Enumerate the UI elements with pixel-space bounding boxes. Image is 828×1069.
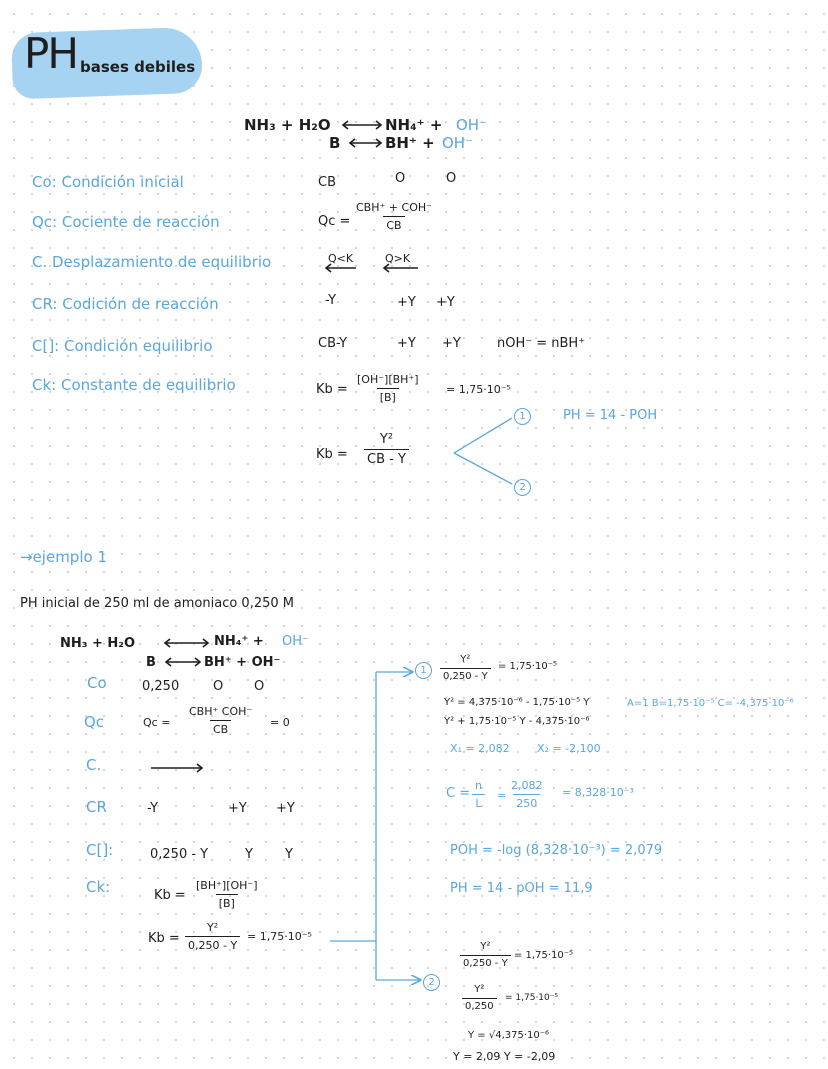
opt1-line3: Y² + 1,75·10⁻⁵ Y - 4,375·10⁻⁶ (444, 716, 590, 727)
reaction-line1-mid: NH₄⁺ + (385, 116, 443, 134)
cr-plus-y-1: +Y (397, 295, 416, 310)
option-2-marker: 2 (423, 974, 440, 991)
opt2-root: Y = √4,375·10⁻⁶ (468, 1030, 550, 1041)
kb1-lhs: Kb = (316, 382, 348, 397)
example-kb-b-lhs: Kb = (148, 931, 180, 946)
opt1-rhs: = 1,75·10⁻⁵ (498, 661, 558, 672)
example-qc-lhs: Qc = (143, 716, 171, 729)
example-row-co: Co (87, 674, 107, 692)
example-reaction-line1-oh: OH⁻ (282, 634, 309, 649)
co-zero-2: O (446, 171, 457, 186)
example-reaction-line1-lhs: NH₃ + H₂O (60, 636, 136, 651)
example-co-zero-2: O (254, 679, 265, 694)
co-cb: CB (318, 175, 336, 190)
opt1-conc-l: L (472, 794, 484, 809)
reaction-line2-mid: BH⁺ + (385, 134, 435, 152)
opt1-conc-n: n (475, 779, 482, 792)
example-row-ceq: C[]: (86, 841, 114, 859)
example-reaction-line1-mid: NH₄⁺ + (214, 634, 264, 649)
opt1-root-2: X₂ = -2,100 (537, 742, 601, 755)
example-row-ck: Ck: (86, 878, 111, 896)
example-qc-denominator: CB (210, 720, 231, 735)
opt2-denominator: 0,250 - Y (460, 955, 511, 969)
ceq-plus-y-2: +Y (442, 336, 461, 351)
option-1-marker: 1 (415, 662, 432, 679)
opt1-conc-numerator: 2,082 (511, 779, 543, 792)
opt1-denominator: 0,250 - Y (440, 668, 491, 682)
example-row-qc: Qc (84, 713, 105, 731)
branch-2-marker: 2 (514, 479, 531, 496)
definition-co: Co: Condición inicial (32, 173, 184, 191)
example-kb-b-rhs: = 1,75·10⁻⁵ (247, 930, 312, 943)
reaction-line2-oh: OH⁻ (442, 134, 474, 152)
example-cr-minus-y: -Y (147, 801, 159, 816)
opt1-conc-lhs: C = (446, 786, 471, 801)
ph-formula: PH = 14 - POH (563, 408, 658, 423)
definition-qc: Qc: Cociente de reacción (32, 213, 220, 231)
example-qc-rhs: = 0 (270, 716, 290, 729)
example-reaction-line2-lhs: B (146, 655, 156, 670)
opt1-conc-eq: = (497, 789, 507, 802)
opt1-coefficients: A=1 B=1,75·10⁻⁵ C= -4,375·10⁻⁶ (627, 698, 794, 709)
kb1-numerator: [OH⁻][BH⁺] (357, 373, 419, 386)
opt2-rhs: = 1,75·10⁻⁵ (514, 950, 574, 961)
example-statement: PH inicial de 250 ml de amoniaco 0,250 M (20, 596, 294, 611)
example-kb-b-numerator: Y² (207, 921, 219, 934)
qc-numerator: CBH⁺ + COH⁻ (356, 201, 432, 214)
opt1-poh: POH = -log (8,328·10⁻³) = 2,079 (450, 843, 663, 858)
example-ceq-a: 0,250 - Y (150, 847, 209, 862)
example-ceq-c: Y (285, 847, 293, 862)
kb1-denominator: [B] (377, 388, 399, 403)
example-cr-plus-y-2: +Y (276, 801, 295, 816)
example-kb-a-denominator: [B] (216, 894, 238, 909)
ceq-plus-y-1: +Y (397, 336, 416, 351)
shift-right-label: Q>K (385, 252, 411, 265)
kb2-numerator: Y² (379, 432, 394, 447)
example-kb-a-lhs: Kb = (154, 888, 186, 903)
example-kb-b-denominator: 0,250 - Y (185, 936, 240, 951)
ceq-cb-y: CB-Y (318, 336, 348, 351)
cr-plus-y-2: +Y (436, 295, 455, 310)
opt1-conc-denominator: 250 (513, 794, 540, 809)
cr-minus-y: -Y (325, 293, 337, 308)
opt2-rhs-2: = 1,75·10⁻⁵ (505, 993, 559, 1003)
definition-cr: CR: Codición de reacción (32, 295, 219, 313)
definition-ceq: C[]: Condición equilibrio (32, 337, 213, 355)
opt1-numerator: Y² (460, 654, 471, 665)
kb2-denominator: CB - Y (364, 449, 409, 466)
co-zero-1: O (395, 171, 406, 186)
opt1-root-1: X₁ = 2,082 (450, 742, 510, 755)
shift-left-label: Q<K (328, 252, 354, 265)
kb2-lhs: Kb = (316, 447, 348, 462)
example-heading: →ejemplo 1 (20, 548, 107, 566)
opt2-result: Y = 2,09 Y = -2,09 (453, 1050, 556, 1063)
opt2-denominator-2: 0,250 (462, 998, 497, 1012)
page-title: PH (24, 29, 77, 78)
example-row-cr: CR (86, 798, 107, 816)
example-row-c: C. (86, 756, 102, 774)
example-reaction-line2-mid: BH⁺ + OH⁻ (204, 655, 281, 670)
example-ceq-b: Y (245, 847, 253, 862)
reaction-line1-lhs: NH₃ + H₂O (244, 116, 331, 134)
kb1-value: = 1,75·10⁻⁵ (446, 383, 511, 396)
reaction-line2-lhs: B (329, 134, 341, 152)
page-subtitle: bases debiles (80, 58, 196, 76)
example-kb-a-numerator: [BH⁺][OH⁻] (196, 879, 258, 892)
example-cr-plus-y-1: +Y (228, 801, 247, 816)
branch-1-marker: 1 (514, 408, 531, 425)
opt1-line2: Y² = 4,375·10⁻⁶ - 1,75·10⁻⁵ Y (444, 697, 590, 708)
qc-denominator: CB (383, 216, 404, 231)
reaction-line1-oh: OH⁻ (456, 116, 488, 134)
opt1-ph: PH = 14 - pOH = 11,9 (450, 881, 593, 896)
example-co-initial: 0,250 (142, 679, 180, 694)
opt1-conc-rhs: = 8,328·10⁻³ (562, 786, 634, 799)
example-qc-numerator: CBH⁺ COH⁻ (189, 705, 253, 718)
opt2-numerator: Y² (480, 941, 491, 952)
opt2-numerator-2: Y² (474, 984, 485, 995)
definition-ck: Ck: Constante de equilibrio (32, 376, 236, 394)
definition-shift: C. Desplazamiento de equilibrio (32, 253, 272, 271)
example-co-zero-1: O (213, 679, 224, 694)
qc-lhs: Qc = (318, 214, 351, 229)
ceq-note: nOH⁻ = nBH⁺ (497, 336, 586, 351)
